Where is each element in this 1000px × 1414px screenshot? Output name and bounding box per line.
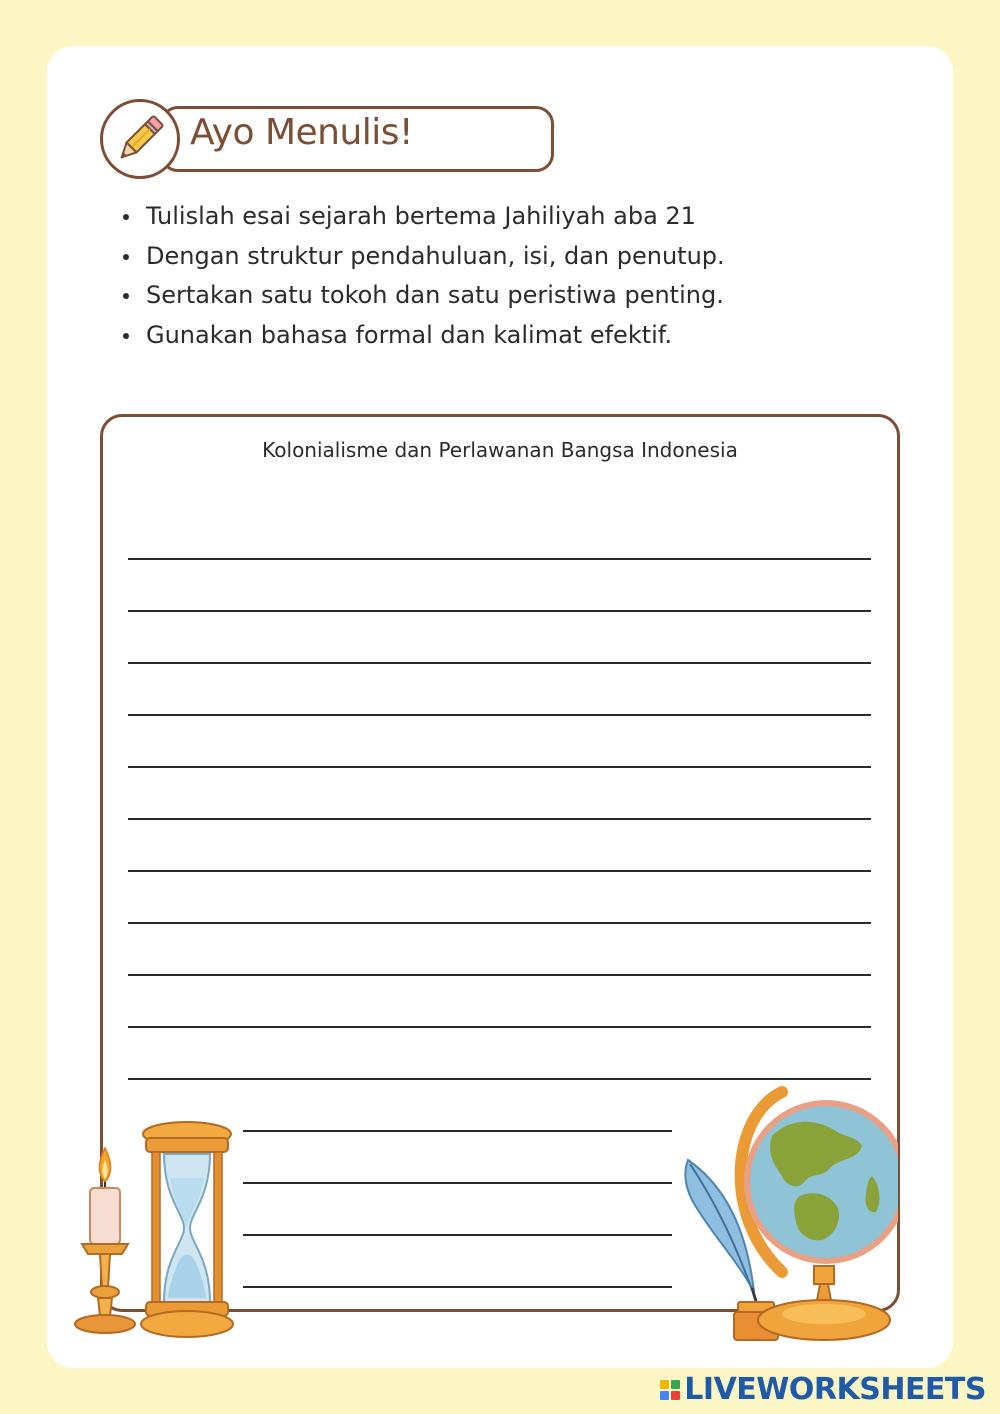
writing-line[interactable] xyxy=(128,818,871,820)
page-title: Ayo Menulis! xyxy=(190,112,413,153)
brand-logo xyxy=(660,1372,986,1407)
candle-icon xyxy=(70,1140,140,1340)
writing-line-short[interactable] xyxy=(243,1182,672,1184)
writing-line[interactable] xyxy=(128,870,871,872)
instruction-item: Sertakan satu tokoh dan satu peristiwa penting. xyxy=(118,277,725,317)
essay-title: Kolonialisme dan Perlawanan Bangsa Indonesia xyxy=(262,438,738,462)
writing-line[interactable] xyxy=(128,974,871,976)
writing-line-short[interactable] xyxy=(243,1234,672,1236)
globe-icon xyxy=(722,1086,898,1344)
instruction-item: Gunakan bahasa formal dan kalimat efektif. xyxy=(118,317,725,357)
writing-line-short[interactable] xyxy=(243,1286,672,1288)
instruction-list xyxy=(118,198,725,356)
brand-mark-icon xyxy=(660,1380,680,1400)
writing-line[interactable] xyxy=(128,714,871,716)
instruction-item: Tulislah esai sejarah bertema Jahiliyah aba 21 xyxy=(118,198,725,238)
writing-line[interactable] xyxy=(128,1026,871,1028)
hourglass-icon xyxy=(136,1118,238,1344)
brand-name: LIVEWORKSHEETS xyxy=(684,1372,986,1407)
pencil-icon xyxy=(110,109,170,169)
instruction-item: Dengan struktur pendahuluan, isi, dan penutup. xyxy=(118,238,725,278)
writing-line[interactable] xyxy=(128,922,871,924)
writing-line[interactable] xyxy=(128,610,871,612)
writing-line[interactable] xyxy=(128,1078,871,1080)
writing-line[interactable] xyxy=(128,558,871,560)
writing-line-short[interactable] xyxy=(243,1130,672,1132)
writing-line[interactable] xyxy=(128,766,871,768)
writing-line[interactable] xyxy=(128,662,871,664)
header-icon-circle xyxy=(100,99,180,179)
